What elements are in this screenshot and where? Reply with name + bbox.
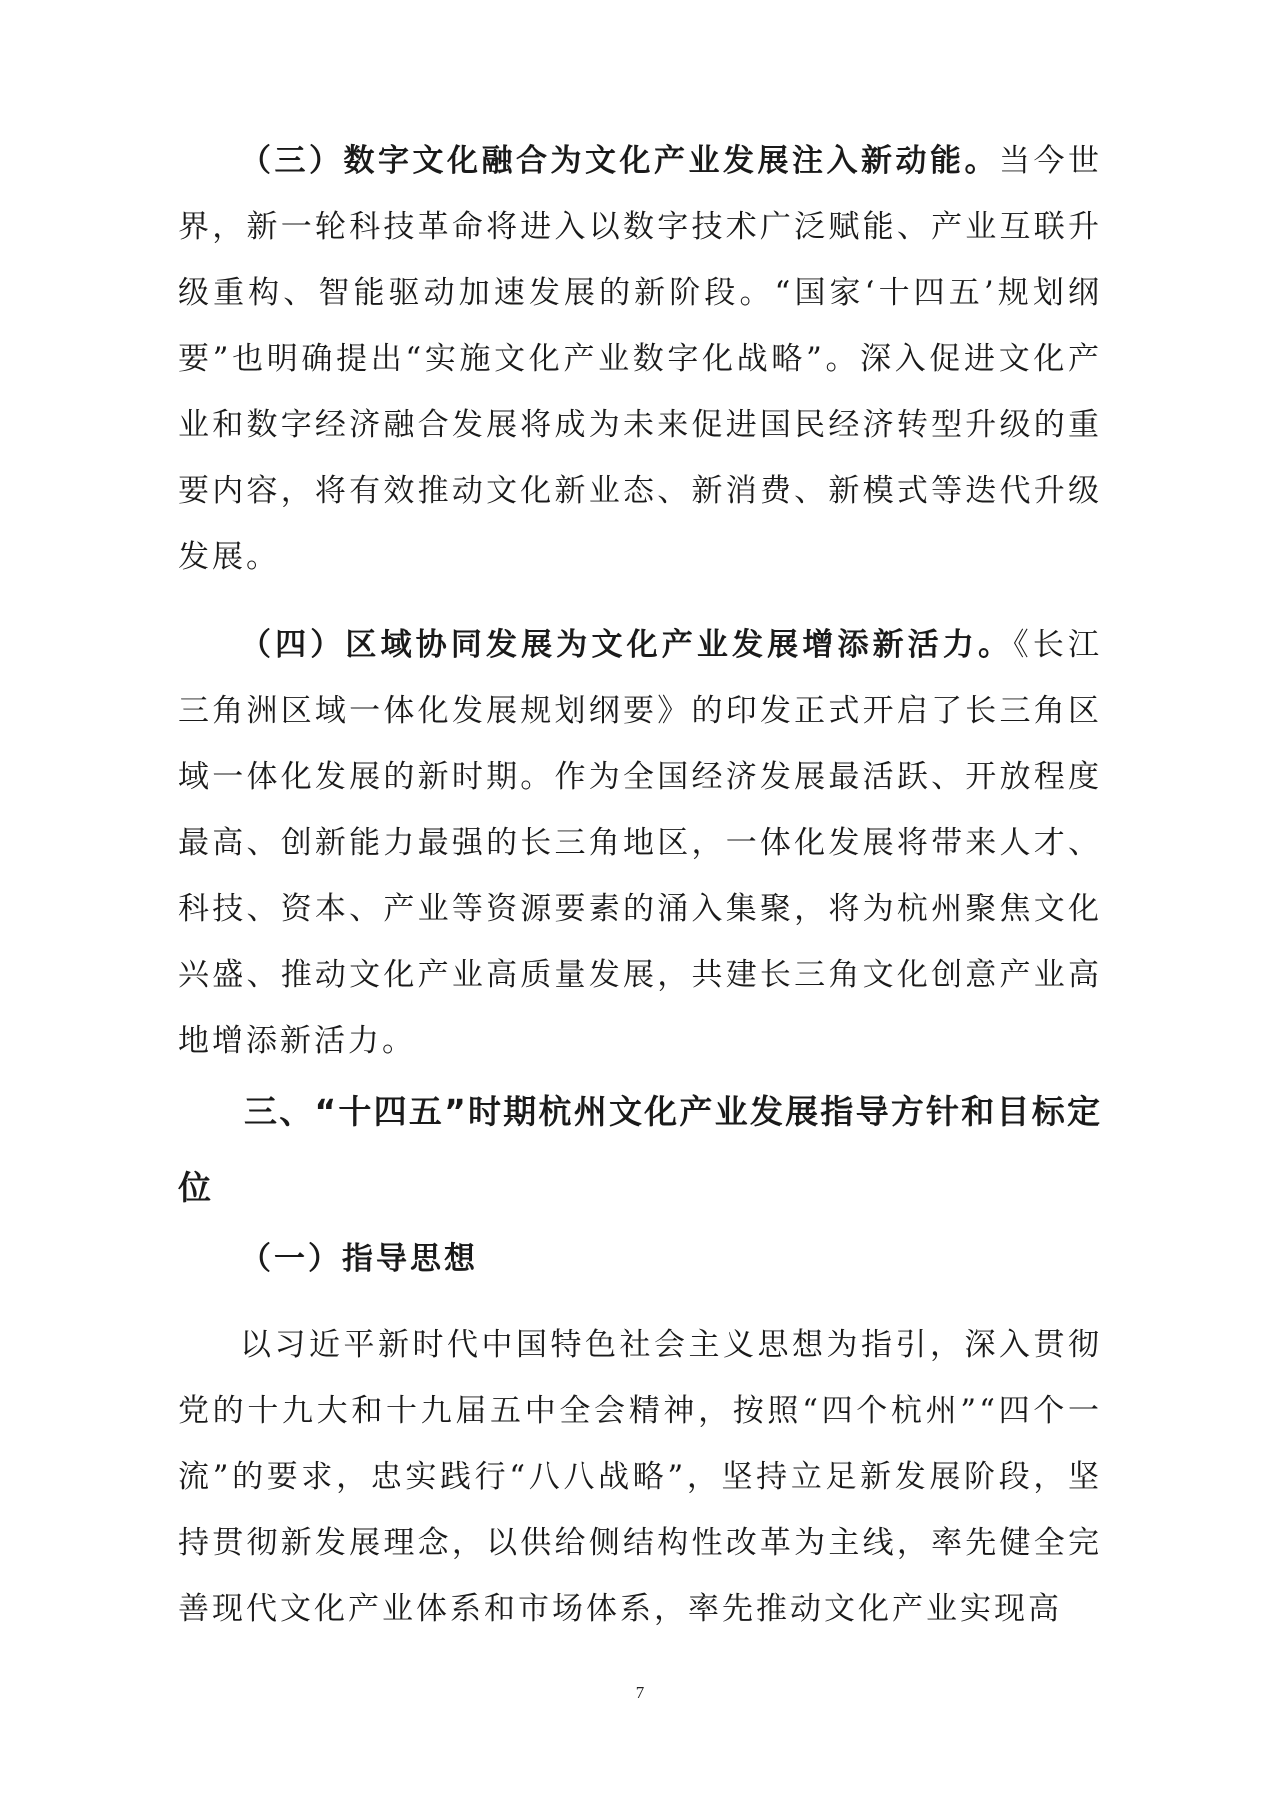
- paragraph-digital-culture: [178, 128, 1102, 590]
- document-page: [178, 128, 1102, 1642]
- paragraph-body: 当今世界，新一轮科技革命将进入以数字技术广泛赋能、产业互联升级重构、智能驱动加速发展的新阶段。“国家‘十四五’规划纲要”也明确提出“实施文化产业数字化战略”。深入促进文化产业和数字经济融合发展将成为未来促进国民经济转型升级的重要内容，将有效推动文化新业态、新消费、新模式等迭代升级发展。: [178, 143, 1102, 575]
- page-number: 7: [635, 1683, 645, 1702]
- paragraph-guiding-thought: 以习近平新时代中国特色社会主义思想为指引，深入贯彻党的十九大和十九届五中全会精神，按照“四个杭州”“四个一流”的要求，忠实践行“八八战略”，坚持立足新发展阶段，坚持贯彻新发展理念，以供给侧结构性改革为主线，率先健全完善现代文化产业体系和市场体系，率先推动文化产业实现高: [178, 1327, 1102, 1627]
- section-heading: 三、“十四五”时期杭州文化产业发展指导方针和目标定位: [178, 1092, 1102, 1207]
- paragraph-lead: （四）区域协同发展为文化产业发展增添新活力。: [240, 627, 1014, 663]
- paragraph-lead: （三）数字文化融合为文化产业发展注入新动能。: [240, 143, 999, 179]
- paragraph-regional-synergy: [178, 612, 1102, 1074]
- paragraph-body: 《长江三角洲区域一体化发展规划纲要》的印发正式开启了长三角区域一体化发展的新时期。作为全国经济发展最活跃、开放程度最高、创新能力最强的长三角地区，一体化发展将带来人才、科技、资本、产业等资源要素的涌入集聚，将为杭州聚焦文化兴盛、推动文化产业高质量发展，共建长三角文化创意产业高地增添新活力。: [178, 627, 1103, 1059]
- subsection-heading: （一）指导思想: [240, 1241, 478, 1277]
